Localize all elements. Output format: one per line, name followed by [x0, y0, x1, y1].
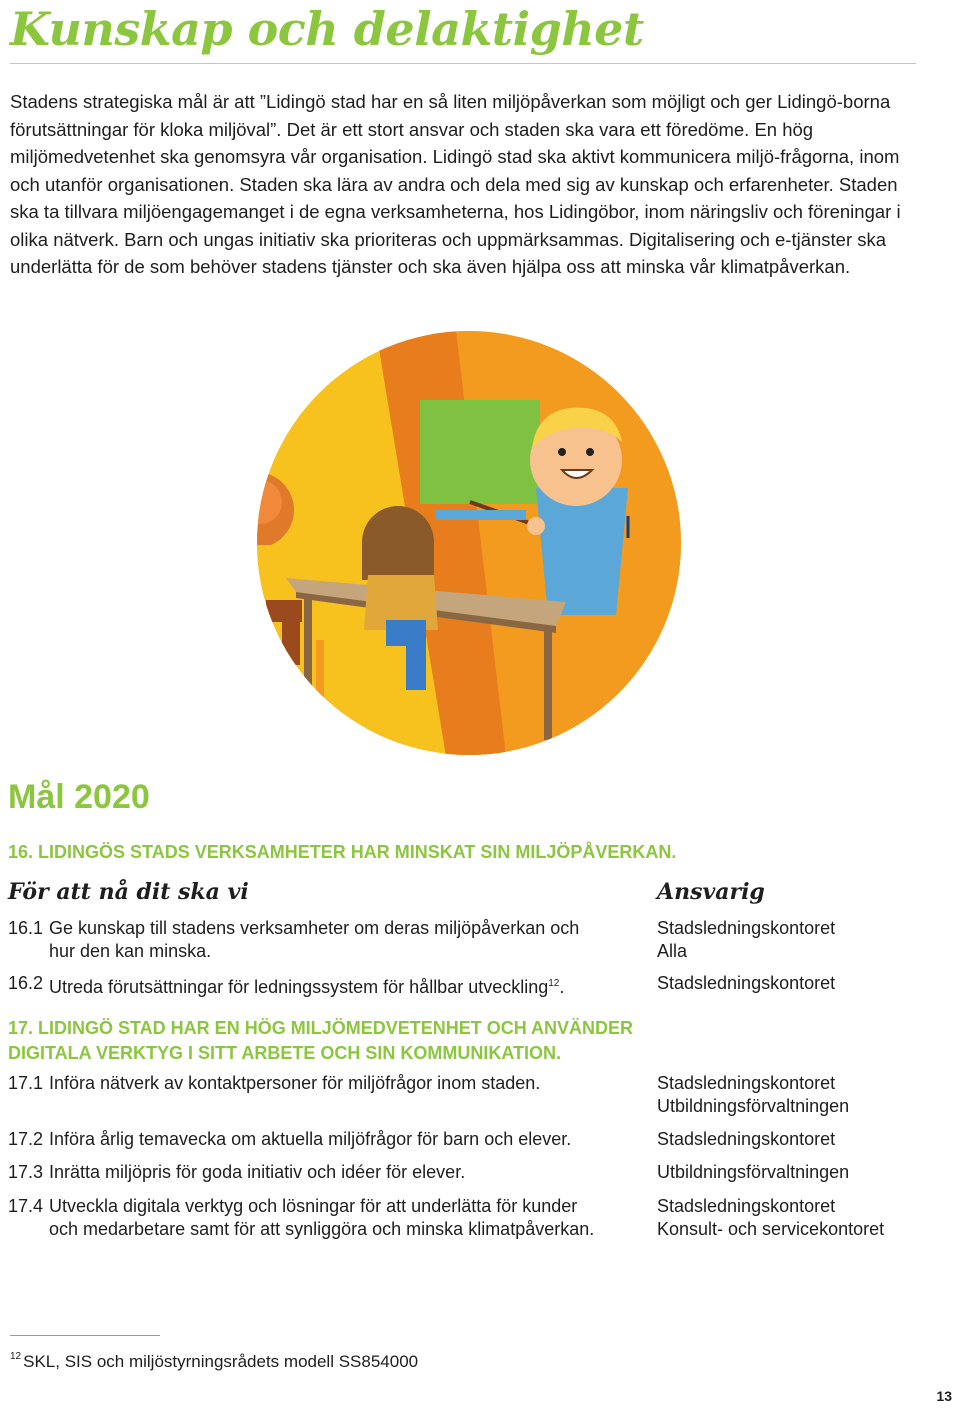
classroom-illustration-svg [256, 330, 682, 756]
responsible-primary: Stadsledningskontoret [657, 973, 836, 993]
action-text: Ge kunskap till stadens verksamheter om deras miljöpåverkan och hur den kan minska. [49, 918, 580, 961]
footnote-divider [10, 1335, 160, 1336]
intro-paragraph: Stadens strategiska mål är att ”Lidingö stad har en så liten miljöpåverkan som möjligt och ger Lidingö-borna förutsättningar för kloka miljöval”. Det är ett stort ansvar och staden ska vara ett föredöme. En hög miljömedvetenhet ska genomsyra vår organisation. Lidingö stad ska aktivt kommunicera miljö-frågorna, inom och utanför organisationen. Staden ska lära av andra och dela med sig av kunskap och erfarenheter. Staden ska ta tillvara miljöengagemanget i de egna verksamheterna, hos Lidingöbor, inom näringsliv och föreningar i olika nätverk. Barn och ungas initiativ ska prioriteras och uppmärksammas. Digitalisering och e-tjänster ska underlätta för de som behöver stadens tjänster och ska även hjälpa oss att minska vår klimatpåverkan. [10, 91, 901, 277]
action-number: 17.3 [8, 1162, 44, 1182]
responsible-primary: Stadsledningskontoret [657, 1196, 836, 1216]
responsible-secondary: Alla [657, 941, 688, 961]
responsible [657, 1195, 957, 1241]
responsible-secondary: Utbildningsförvaltningen [657, 1096, 850, 1116]
responsible [657, 1128, 957, 1151]
responsible [657, 972, 957, 995]
action-number: 16.2 [8, 973, 44, 993]
action-number: 17.1 [8, 1073, 44, 1093]
footnote-number: 12 [10, 1351, 22, 1362]
action-text-end: . [559, 977, 565, 997]
footnote [10, 1351, 418, 1372]
classroom-illustration [256, 330, 682, 761]
footnote-reference: 12 [548, 978, 560, 989]
responsible [657, 1161, 957, 1184]
responsible-secondary: Konsult- och servicekontoret [657, 1219, 885, 1239]
goals-heading: Mål 2020 [8, 778, 150, 816]
action-number: 17.4 [8, 1196, 44, 1216]
action-text: Införa nätverk av kontaktpersoner för miljöfrågor inom staden. [49, 1073, 541, 1093]
responsible-primary: Stadsledningskontoret [657, 1129, 836, 1149]
responsible [657, 1072, 957, 1118]
page-number: 13 [936, 1388, 952, 1404]
action-number: 16.1 [8, 918, 44, 938]
goal-17-title: 17. LIDINGÖ STAD HAR EN HÖG MILJÖMEDVETENHET OCH ANVÄNDER DIGITALA VERKTYG I SITT ARBETE OCH SIN KOMMUNIKATION. [8, 1018, 634, 1063]
title-divider [10, 63, 916, 64]
action-text: Utveckla digitala verktyg och lösningar för att underlätta för kunder och medarbetare samt för att synliggöra och minska klimatpåverkan. [49, 1196, 595, 1239]
responsible [657, 917, 957, 963]
responsible-primary: Stadsledningskontoret [657, 918, 836, 938]
responsible-primary: Utbildningsförvaltningen [657, 1162, 850, 1182]
action-text: Införa årlig temavecka om aktuella miljöfrågor för barn och elever. [49, 1129, 572, 1149]
goal-16-title: 16. LIDINGÖS STADS VERKSAMHETER HAR MINSKAT SIN MILJÖPÅVERKAN. [8, 842, 677, 862]
responsible-primary: Stadsledningskontoret [657, 1073, 836, 1093]
action-column-header: För att nå dit ska vi [8, 879, 249, 905]
intro-text [10, 88, 910, 281]
action-text [49, 972, 609, 999]
green-board [420, 400, 540, 504]
page-title: Kunskap och delaktighet [10, 2, 644, 56]
responsible-column-header: Ansvarig [657, 879, 765, 905]
footnote-text: SKL, SIS och miljöstyrningsrådets modell SS854000 [23, 1352, 419, 1371]
action-number: 17.2 [8, 1129, 44, 1149]
action-text: Inrätta miljöpris för goda initiativ och idéer för elever. [49, 1162, 466, 1182]
teacher-body [536, 488, 628, 615]
action-text-body: Utreda förutsättningar för ledningssystem för hållbar utveckling [49, 977, 549, 997]
